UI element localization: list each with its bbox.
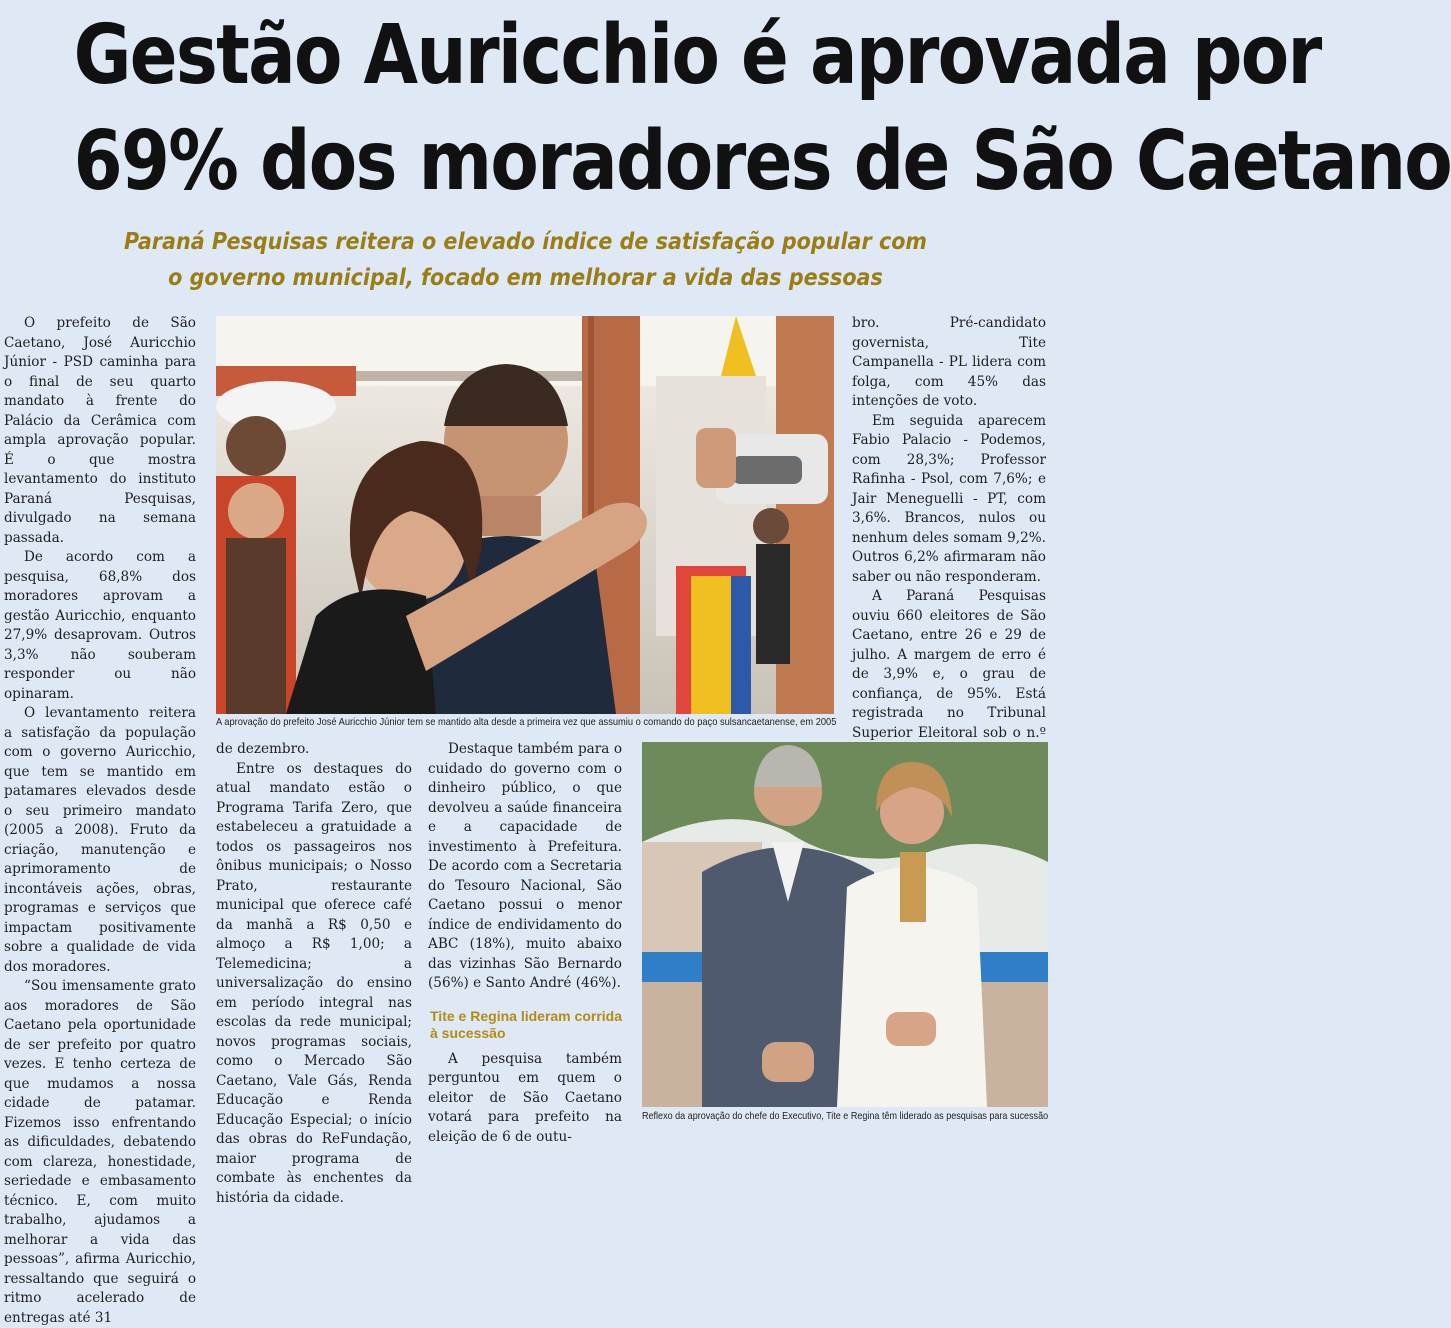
paragraph: bro. Pré-candidato governista, Tite Campanella - PL lidera com folga, com 45% das intenções de voto. bbox=[852, 315, 1046, 409]
paragraph: Em seguida aparecem Fabio Palacio - Podemos, com 28,3%; Professor Rafinha - Psol, com 7,6%; e Jair Meneguelli - PT, com 3,6%. Brancos, nulos ou nenhum deles somam 9,2%. Outros 6,2% afirmaram não saber ou não responderam. bbox=[852, 412, 1046, 585]
paragraph: Entre os destaques do atual mandato estão o Programa Tarifa Zero, que estabeleceu a gratuidade a todos os passageiros nos ônibus municipais; o Nosso Prato, restaurante municipal que oferece café da manhã a R$ 0,50 e almoço a R$ 1,00; a Telemedicina; a universalização do ensino em período integral nas escolas da rede municipal; novos programas sociais, como o Mercado São Caetano, Vale Gás, Renda Educação e Renda Educação Especial; o início das obras do ReFundação, maior programa de combate às enchentes da história da cidade. bbox=[216, 760, 412, 1206]
photo-caption: Reflexo da aprovação do chefe do Executivo, Tite e Regina têm liderado as pesquisas para sucessão bbox=[642, 1111, 1049, 1122]
article-column-right bbox=[852, 314, 1046, 763]
article-column-left bbox=[4, 314, 196, 1328]
paragraph: O levantamento reitera a satisfação da população com o governo Auricchio, que tem se mantido em patamares elevados desde o seu primeiro mandato (2005 a 2008). Fruto da criação, manutenção e aprimoramento de incontáveis ações, obras, programas e serviços que impactam positivamente sobre a qualidade de vida dos moradores. bbox=[4, 705, 196, 975]
candidates-photo bbox=[642, 742, 1048, 1107]
paragraph: A pesquisa também perguntou em quem o eleitor de São Caetano votará para prefeito na eleição de 6 de outu- bbox=[428, 1050, 622, 1145]
paragraph: A Paraná Pesquisas ouviu 660 eleitores de São Caetano, entre 26 e 29 de julho. A margem de erro é de 3,9% e, o grau de confiança, de 95%. Está registrada no Tribunal Superior Eleitoral sob o n.º bbox=[852, 588, 1046, 741]
subheadline-line-2: o governo municipal, focado em melhorar a vida das pessoas bbox=[168, 265, 883, 291]
headline-line-2: 69% dos moradores de São Caetano bbox=[73, 114, 1451, 209]
selfie-photo bbox=[216, 316, 834, 714]
article-column-third bbox=[428, 740, 622, 1147]
headline-line-1: Gestão Auricchio é aprovada por bbox=[73, 8, 1321, 103]
photo-caption: A aprovação do prefeito José Auricchio Júnior tem se mantido alta desde a primeira vez que assumiu o comando do paço sulsancaetanense, em 2005 bbox=[216, 717, 837, 728]
subheadline-line-1: Paraná Pesquisas reitera o elevado índice de satisfação popular com bbox=[123, 229, 928, 255]
paragraph: de dezembro. bbox=[216, 741, 310, 757]
paragraph: Destaque também para o cuidado do governo com o dinheiro público, o que devolveu a saúde financeira e a capacidade de investimento à Prefeitura. De acordo com a Secretaria do Tesouro Nacional, São Caetano possui o menor índice de endividamento do ABC (18%), muito abaixo das vizinhas São Bernardo (56%) e Santo André (46%). bbox=[428, 741, 622, 991]
paragraph: O prefeito de São Caetano, José Auricchio Júnior - PSD caminha para o final de seu quarto mandato à frente do Palácio da Cerâmica com ampla aprovação popular. É o que mostra levantamento do instituto Paraná Pesquisas, divulgado na semana passada. bbox=[4, 315, 196, 546]
paragraph: “Sou imensamente grato aos moradores de São Caetano pela oportunidade de ser prefeito por quatro vezes. E tenho certeza de que mudamos a nossa cidade de patamar. Fizemos isso enfrentando as dificuldades, debatendo com clareza, honestidade, seriedade e embasamento técnico. E, com muito trabalho, ajudamos a melhorar a vida das pessoas”, afirma Auricchio, ressaltando que seguirá o ritmo acelerado de entregas até 31 bbox=[4, 978, 196, 1326]
section-subhead: Tite e Regina lideram corrida à sucessão bbox=[430, 1007, 622, 1041]
article-column-middle bbox=[216, 740, 412, 1208]
paragraph: De acordo com a pesquisa, 68,8% dos moradores aprovam a gestão Auricchio, enquanto 27,9% desaprovam. Outros 3,3% não souberam responder ou não opinaram. bbox=[4, 549, 196, 702]
selfie-photo-illustration bbox=[216, 316, 834, 714]
candidates-photo-illustration bbox=[642, 742, 1048, 1107]
